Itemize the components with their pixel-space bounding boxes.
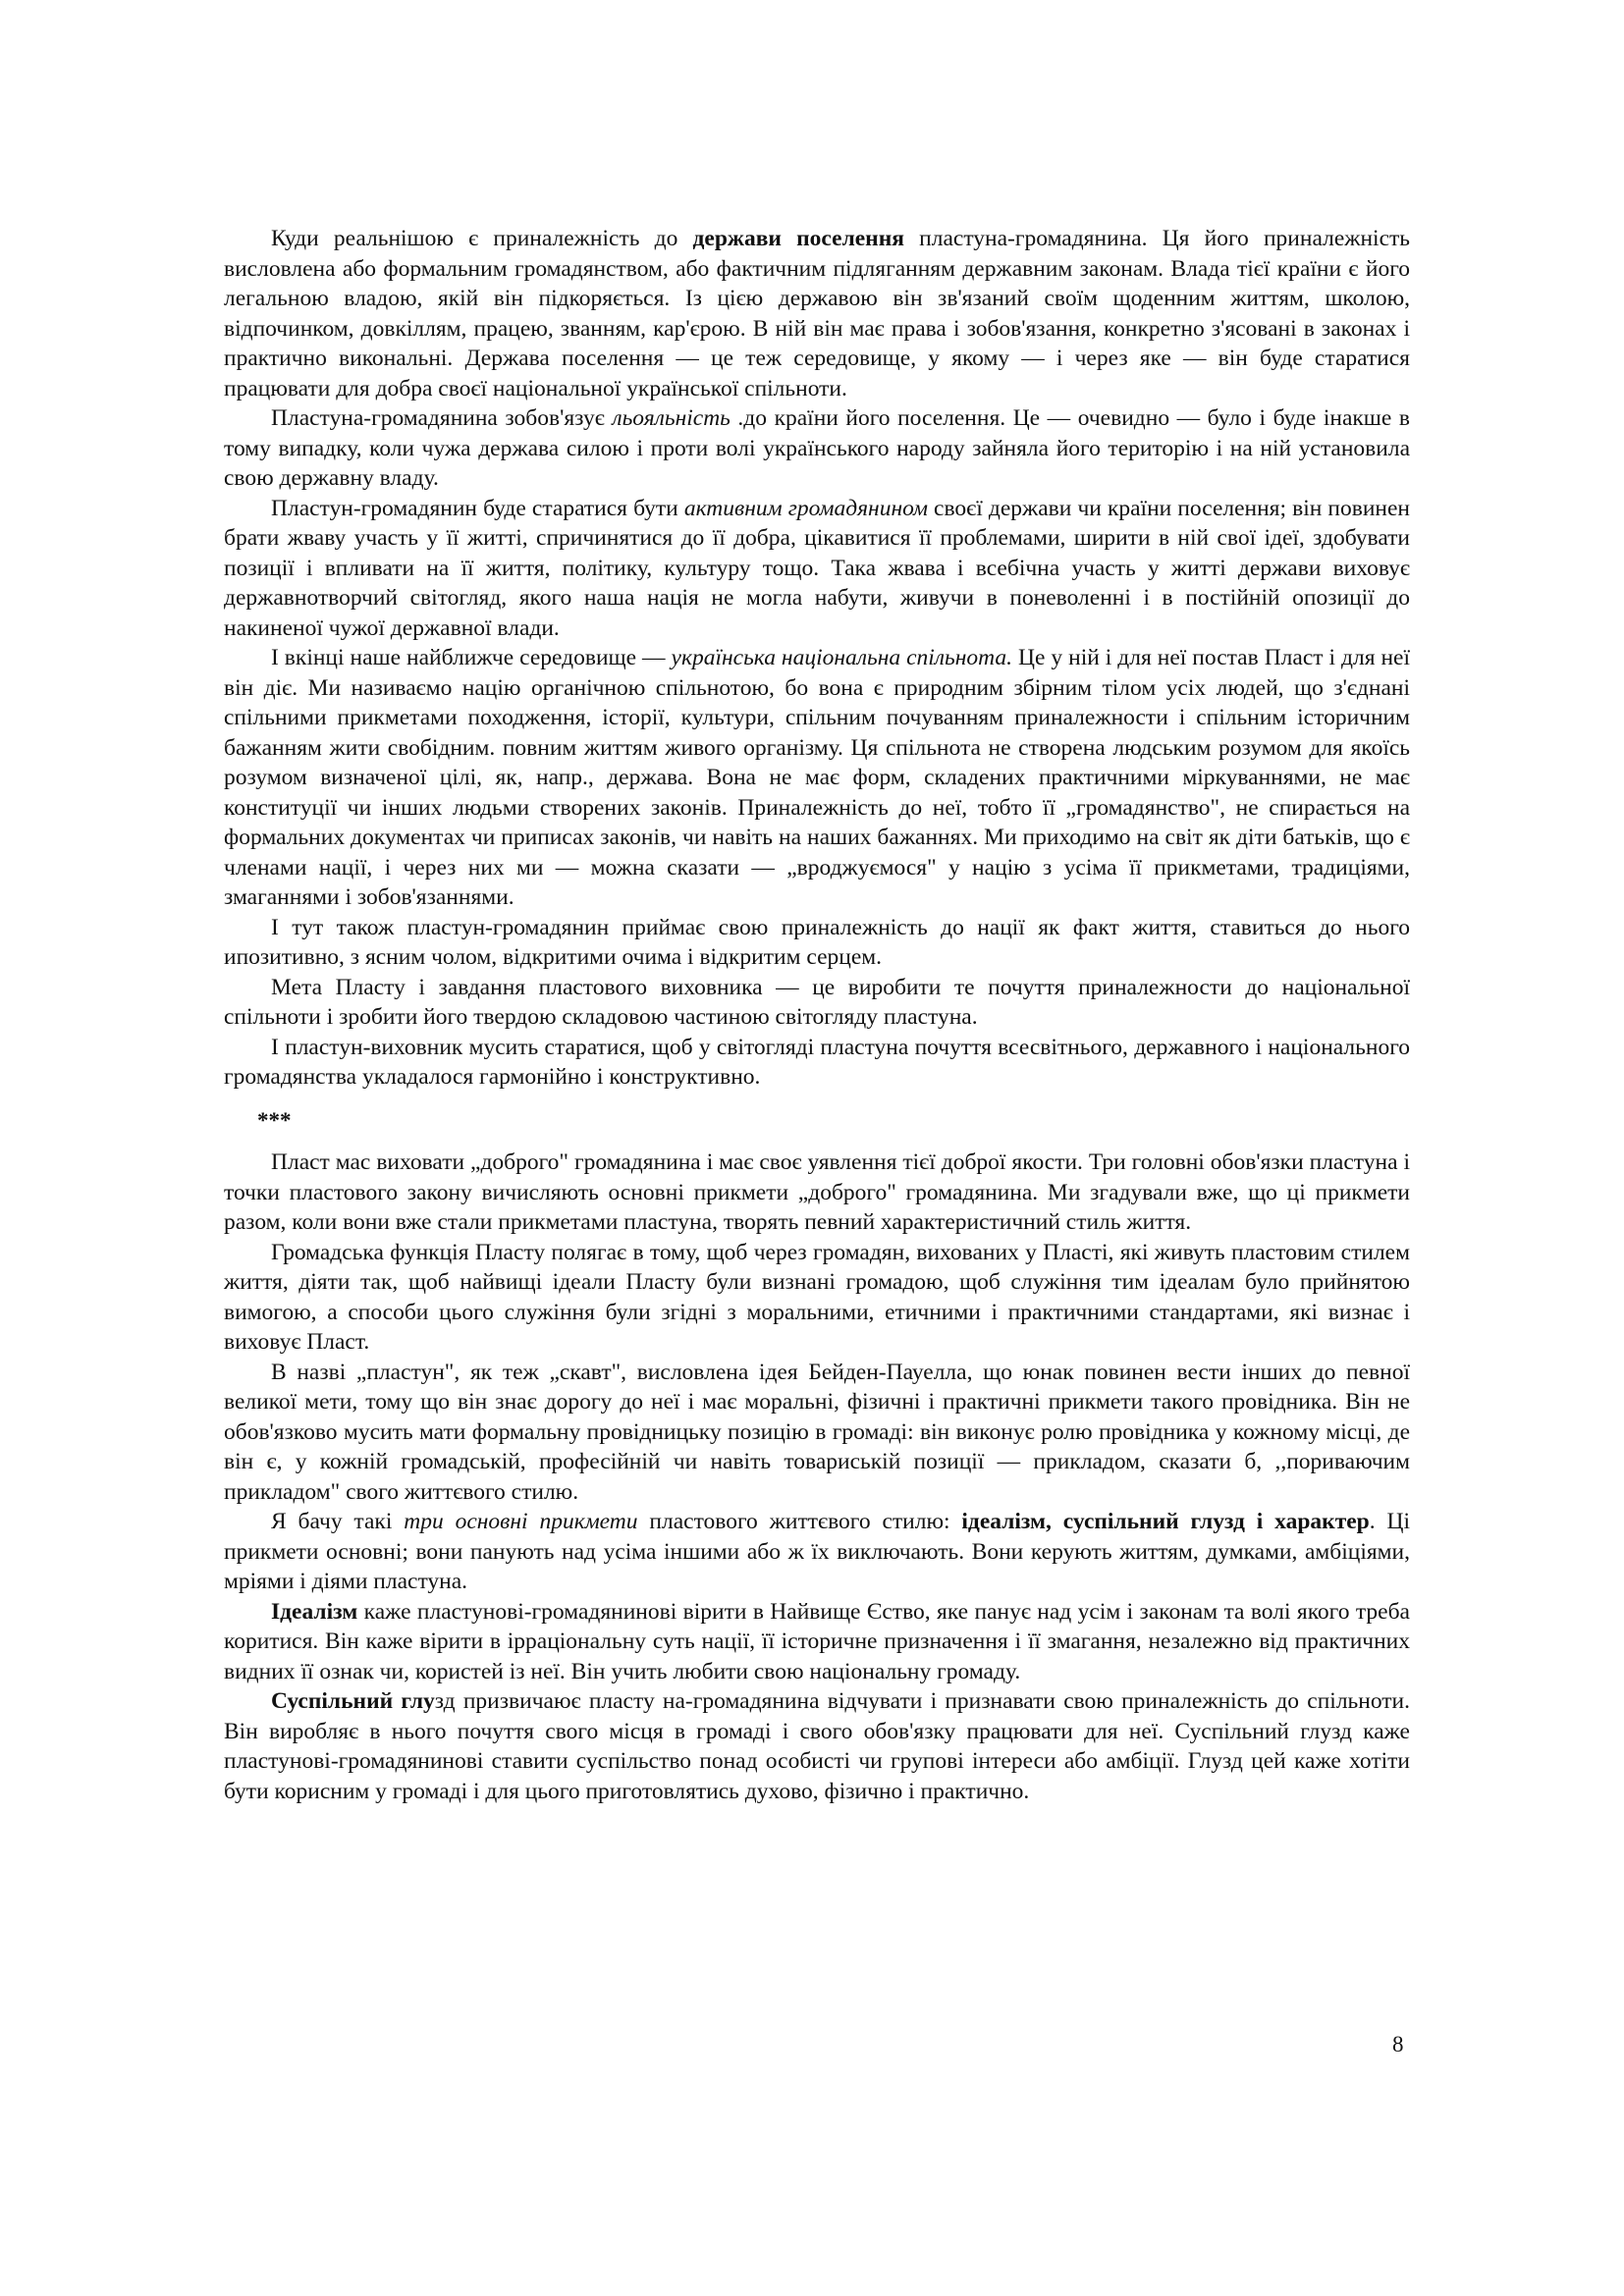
document-body xyxy=(224,224,1410,1806)
bold-phrase: Ідеалізм xyxy=(271,1598,358,1625)
paragraph-three-traits xyxy=(224,1507,1410,1597)
italic-phrase: льояльність xyxy=(612,405,731,431)
page-number: 8 xyxy=(1392,2032,1404,2056)
paragraph-good-citizen: Пласт мас виховати „доброго" громадянина і має своє уявлення тієї доброї якости. Три головні обов'язки пластуна і точки пластового закону вичисляють основні прикмети „доброго" громадянина. Ми згадували вже, що ці прикмети разом, коли вони вже стали прикметами пластуна, творять певний характеристичний стиль життя. xyxy=(224,1149,1410,1235)
paragraph-national-community xyxy=(224,643,1410,913)
paragraph-text: своєї держави чи країни поселення; він повинен брати жваву участь у її житті, спричинятися до її добра, цікавитися її проблемами, ширити в ній свої ідеї, здобувати позиції і впливати на її життя, політику, культуру тощо. Така жвава і всебічна участь у житті держави виховує державнотворчий світогляд, якого наша нація не могла набути, живучи в поневоленні і в постійній опозиції до накиненої чужої державної влади. xyxy=(224,495,1410,641)
paragraph-text: Пластун-громадянин буде старатися бути xyxy=(271,495,684,521)
paragraph-text: Пластуна-громадянина зобов'язує xyxy=(271,405,613,431)
paragraph-text: пластового життєвого стилю: xyxy=(637,1509,962,1534)
bold-phrase: Суспільний глу xyxy=(271,1688,435,1714)
paragraph-harmony: І пластун-виховник мусить старатися, щоб у світогляді пластуна почуття всесвітнього, державного і національного громадянства укладалося гармонійно і конструктивно. xyxy=(224,1034,1410,1090)
paragraph-loyalty xyxy=(224,403,1410,494)
bold-phrase: держави поселення xyxy=(692,226,904,251)
paragraph-text: Я бачу такі xyxy=(271,1509,405,1534)
paragraph-goal-of-plast: Мета Пласту і завдання пластового виховника — це виробити те почуття приналежности до національної спільноти і зробити його твердою складовою частиною світогляду пластуна. xyxy=(224,974,1410,1030)
paragraph-text: Це у ній і для неї постав Пласт і для неї він діє. Ми називаємо націю органічною спільнотою, бо вона є природним збірним тілом усіх людей, що з'єднані спільними прикметами походження, історії, культури, спільним почуванням приналежности і спільним історичним бажанням жити свобідним. повним життям живого організму. Ця спільнота не створена людським розумом для якоїсь розумом визначеної цілі, як, напр., держава. Вона не має форм, складених практичними міркуваннями, не має конституції чи інших людьми створених законів. Приналежність до неї, тобто її „громадянство", не спирається на формальних документах чи приписах законів, чи навіть на наших бажаннях. Ми приходимо на світ як діти батьків, що є членами нації, і через них ми — можна сказати — „вроджуємося" у націю з усіма її прикметами, традиціями, змаганнями і зобов'язаннями. xyxy=(224,645,1411,910)
italic-phrase: три основні прикмети xyxy=(404,1509,638,1534)
paragraph-accepts-belonging: І тут також пластун-громадянин приймає свою приналежність до нації як факт життя, ставиться до нього ипозитивно, з ясним чолом, відкритими очима і відкритим серцем. xyxy=(224,914,1410,970)
paragraph-text: Куди реальнішою є приналежність до xyxy=(271,226,693,251)
paragraph-text: каже пластунові-громадянинові вірити в Найвище Єство, яке панує над усім і законам та волі якого треба коритися. Він каже вірити в ірраціональну суть нації, її історичне призначення і її змагання, незалежно від практичних видних її ознак чи, користей із неї. Він учить любити свою національну громаду. xyxy=(224,1598,1410,1684)
paragraph-common-sense xyxy=(224,1686,1410,1806)
paragraph-name-meaning: В назві „пластун", як теж „скавт", висловлена ідея Бейден-Пауелла, що юнак повинен вести інших до певної великої мети, тому що він знає дорогу до неї і має моральні, фізичні і практичні прикмети такого провідника. Він не обов'язково мусить мати формальну провідницьку позицію в громаді: він виконує ролю провідника у кожному місці, де він є, у кожній громадській, професійній чи навіть товариській позиції — прикладом, сказати б, ,,пориваючим прикладом" свого життєвого стилю. xyxy=(224,1359,1410,1505)
italic-phrase: українська національна спільнота. xyxy=(671,645,1013,670)
paragraph-active-citizen xyxy=(224,494,1410,644)
italic-phrase: активним громадянином xyxy=(683,495,928,521)
bold-phrase: ідеалізм, суспільний глузд і характер xyxy=(961,1509,1370,1534)
paragraph-social-function: Громадська функція Пласту полягає в тому, щоб через громадян, вихованих у Пласті, які живуть пластовим стилем життя, діяти так, щоб найвищі ідеали Пласту були визнані громадою, щоб служіння тим ідеалам було прийнятою вимогою, а способи цього служіння були згідні з моральними, етичними і практичними стандартами, які визнає і виховує Пласт. xyxy=(224,1239,1410,1355)
paragraph-text: .до країни його поселення. Це — очевидно — було і буде інакше в тому випадку, коли чужа держава силою і проти волі українського народу зайняла його територію і на ній установила свою державну владу. xyxy=(224,405,1410,491)
paragraph-text: зд призвичаює пласту на-громадянина відчувати і признавати свою приналежність до спільноти. Він виробляє в нього почуття свого місця в громаді і свого обов'язку працювати для неї. Суспільний глузд каже пластунові-громадянинові ставити суспільство понад особисті чи групові інтереси або амбіції. Глузд цей каже хотіти бути корисним у громаді і для цього приготовлятись духово, фізично і практично. xyxy=(224,1688,1411,1804)
paragraph-text: пластуна-громадянина. Ця його приналежність висловлена або формальним громадянством, або фактичним підляганням державним законам. Влада тієї країни є його легальною владою, якій він підкоряється. Із цією державою він зв'язаний своїм щоденним життям, школою, відпочинком, довкіллям, працею, званням, кар'єрою. В ній він має права і зобов'язання, конкретно з'ясовані в законах і практично викональні. Держава поселення — це теж середовище, у якому — і через яке — він буде старатися працювати для добра своєї національної української спільноти. xyxy=(224,226,1411,401)
paragraph-text: І вкінці наше найближче середовище — xyxy=(271,645,672,670)
paragraph-state-of-residence xyxy=(224,224,1410,403)
paragraph-text: . Ці прикмети основні; вони панують над усіма іншими або ж їх виключають. Вони керують життям, думками, амбіціями, мріями і діями пластуна. xyxy=(224,1509,1410,1594)
section-separator: *** xyxy=(257,1107,292,1133)
paragraph-idealism xyxy=(224,1597,1410,1687)
